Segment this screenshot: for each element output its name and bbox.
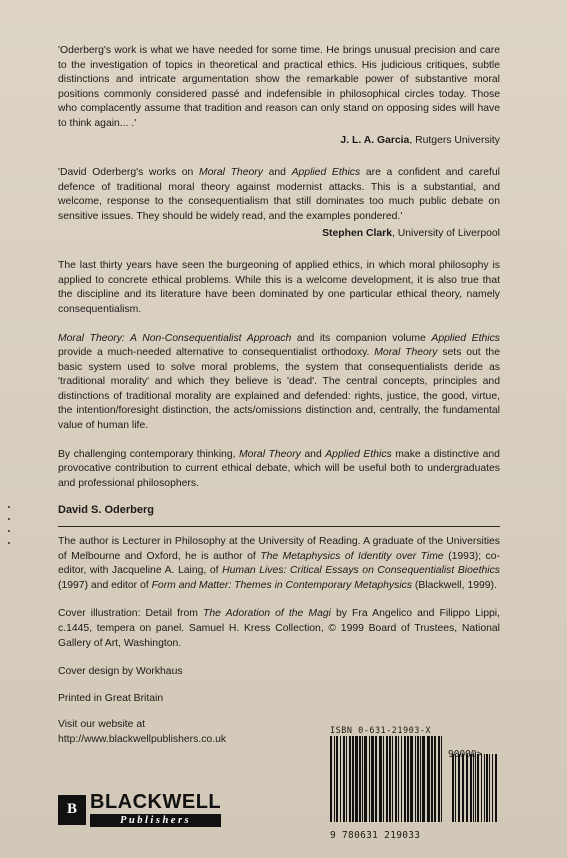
- barcode-bar: [407, 736, 409, 822]
- barcode-bar: [364, 736, 367, 822]
- barcode-bar: [415, 736, 416, 822]
- barcode-bar: [441, 736, 442, 822]
- quote-text: 'Oderberg's work is what we have needed for some time. He brings unusual precision and care to the investigation of topics in theoretical and practical ethics. His judicious critiques, subtle distinctions and intricate argumentation show the remarkable power of substantive moral positions commonly considered passé and indefensible in philosophical circles today. Those who complacently assume that tradition and reason can only stand on opposing sides will have to think again... .': [58, 45, 500, 129]
- barcode-bar: [334, 736, 335, 822]
- barcode-bar: [355, 736, 358, 822]
- website: Visit our website at http://www.blackwellpublishers.co.uk: [58, 719, 227, 745]
- barcode-bar: [346, 736, 347, 822]
- addon-bar: [495, 754, 497, 822]
- addon-bar: [484, 754, 485, 822]
- barcode-bar: [362, 736, 363, 822]
- blurb-paragraph-1: The last thirty years have seen the burgeoning of applied ethics, in which moral philosophy is applied to concrete ethical problems. While this is a welcome development, it is also true that the discipline and its literature have been dominated by one particular ethical theory, namely consequentialism.: [58, 260, 500, 315]
- addon-bar: [477, 754, 479, 822]
- addon-bar: [481, 754, 482, 822]
- addon-bar: [486, 754, 488, 822]
- barcode: [330, 736, 510, 824]
- addon-bar: [455, 754, 456, 822]
- barcode-bar: [434, 736, 436, 822]
- barcode-bar: [417, 736, 419, 822]
- publisher-name: BLACKWELL: [90, 791, 222, 813]
- quote-clark: [58, 166, 500, 241]
- isbn: ISBN 0-631-21903-X: [330, 726, 432, 736]
- barcode-block: [330, 726, 510, 841]
- addon-bar: [489, 754, 490, 822]
- publisher-mark: B: [58, 795, 86, 825]
- blurb-paragraph-3: By challenging contemporary thinking, Moral Theory and Applied Ethics make a distinctive and provocative contribution to current ethical debate, which will be useful both to undergraduates and professional philosophers.: [58, 448, 500, 489]
- barcode-bar: [427, 736, 430, 822]
- barcode-bar: [352, 736, 354, 822]
- barcode-bar: [330, 736, 332, 822]
- addon-code: 90000>: [448, 749, 483, 760]
- addon-bar: [470, 754, 472, 822]
- cover-design-credit: Cover design by Workhaus: [58, 666, 183, 678]
- barcode-bar: [404, 736, 406, 822]
- barcode-bar: [343, 736, 345, 822]
- barcode-bar: [340, 736, 341, 822]
- barcode-bar: [395, 736, 397, 822]
- barcode-bar: [383, 736, 384, 822]
- website-url[interactable]: http://www.blackwellpublishers.co.uk: [58, 733, 227, 745]
- barcode-bar: [336, 736, 338, 822]
- barcode-bar: [420, 736, 421, 822]
- barcode-bar: [392, 736, 393, 822]
- addon-bar: [475, 754, 476, 822]
- addon-bar: [462, 754, 464, 822]
- blurb-paragraph-2: Moral Theory: A Non-Consequentialist Approach and its companion volume Applied Ethics provide a much-needed alternative to consequentialist orthodoxy. Moral Theory sets out the basic system used to solve moral problems, the system that consequentialists deride as 'traditional morality' and which they believe is 'dead'. The central concepts, principles and distinctions of traditional morality are explained and defended: rights, justice, the good, virtue, the intention/foresight distinction, the acts/omissions distinction and, centrally, the fundamental value of human life.: [58, 332, 500, 432]
- barcode-bar: [371, 736, 374, 822]
- barcode-bar: [379, 736, 382, 822]
- barcode-bar: [349, 736, 351, 822]
- barcode-bar: [389, 736, 391, 822]
- addon-bar: [473, 754, 474, 822]
- barcode-bar: [401, 736, 402, 822]
- author-name: David S. Oderberg: [58, 504, 154, 517]
- divider: [58, 526, 500, 527]
- barcode-bar: [398, 736, 399, 822]
- addon-bar: [466, 754, 468, 822]
- barcode-number: 9 780631 219033: [330, 830, 421, 841]
- back-cover-text: [58, 44, 500, 748]
- quote-attribution: [58, 227, 500, 242]
- quote-attribution: [58, 134, 500, 149]
- publisher-subtitle: Publishers: [90, 814, 221, 827]
- cover-illustration-credit: Cover illustration: Detail from The Adoration of the Magi by Fra Angelico and Filippo Lippi, c.1445, tempera on panel. Samuel H. Kress Collection, © 1999 Board of Trustees, National Gallery of Art, Washington.: [58, 608, 500, 649]
- barcode-bar: [386, 736, 388, 822]
- quote-affiliation: , Rutgers University: [409, 134, 500, 146]
- quote-affiliation: , University of Liverpool: [392, 227, 500, 239]
- barcode-bar: [410, 736, 413, 822]
- addon-bar: [452, 754, 454, 822]
- quote-garcia: [58, 44, 500, 148]
- quote-author: Stephen Clark: [322, 227, 392, 239]
- quote-author: J. L. A. Garcia: [340, 134, 410, 146]
- barcode-bar: [438, 736, 440, 822]
- barcode-bar: [359, 736, 361, 822]
- barcode-bar: [422, 736, 425, 822]
- author-bio: The author is Lecturer in Philosophy at the University of Reading. A graduate of the Universities of Melbourne and Oxford, he is author of The Metaphysics of Identity over Time (1993); co-editor, with Jacqueline A. Laing, of Human Lives: Critical Essays on Consequentialist Bioethics (1997) and editor of Form and Matter: Themes in Contemporary Metaphysics (Blackwell, 1999).: [58, 536, 500, 591]
- addon-bar: [492, 754, 493, 822]
- barcode-bar: [431, 736, 433, 822]
- quote-text: 'David Oderberg's works on Moral Theory and Applied Ethics are a confident and careful defence of traditional moral theory against modernist attacks. This is a substantial, and welcome, response to the consequentialism that still dominates too much public debate on sensitive issues. They should be widely read, and the examples pondered.': [58, 167, 500, 222]
- printed-in: Printed in Great Britain: [58, 692, 164, 704]
- barcode-bar: [369, 736, 370, 822]
- publisher-logo: [58, 792, 221, 827]
- addon-bar: [458, 754, 460, 822]
- spine-marks: [8, 506, 11, 554]
- barcode-bar: [375, 736, 377, 822]
